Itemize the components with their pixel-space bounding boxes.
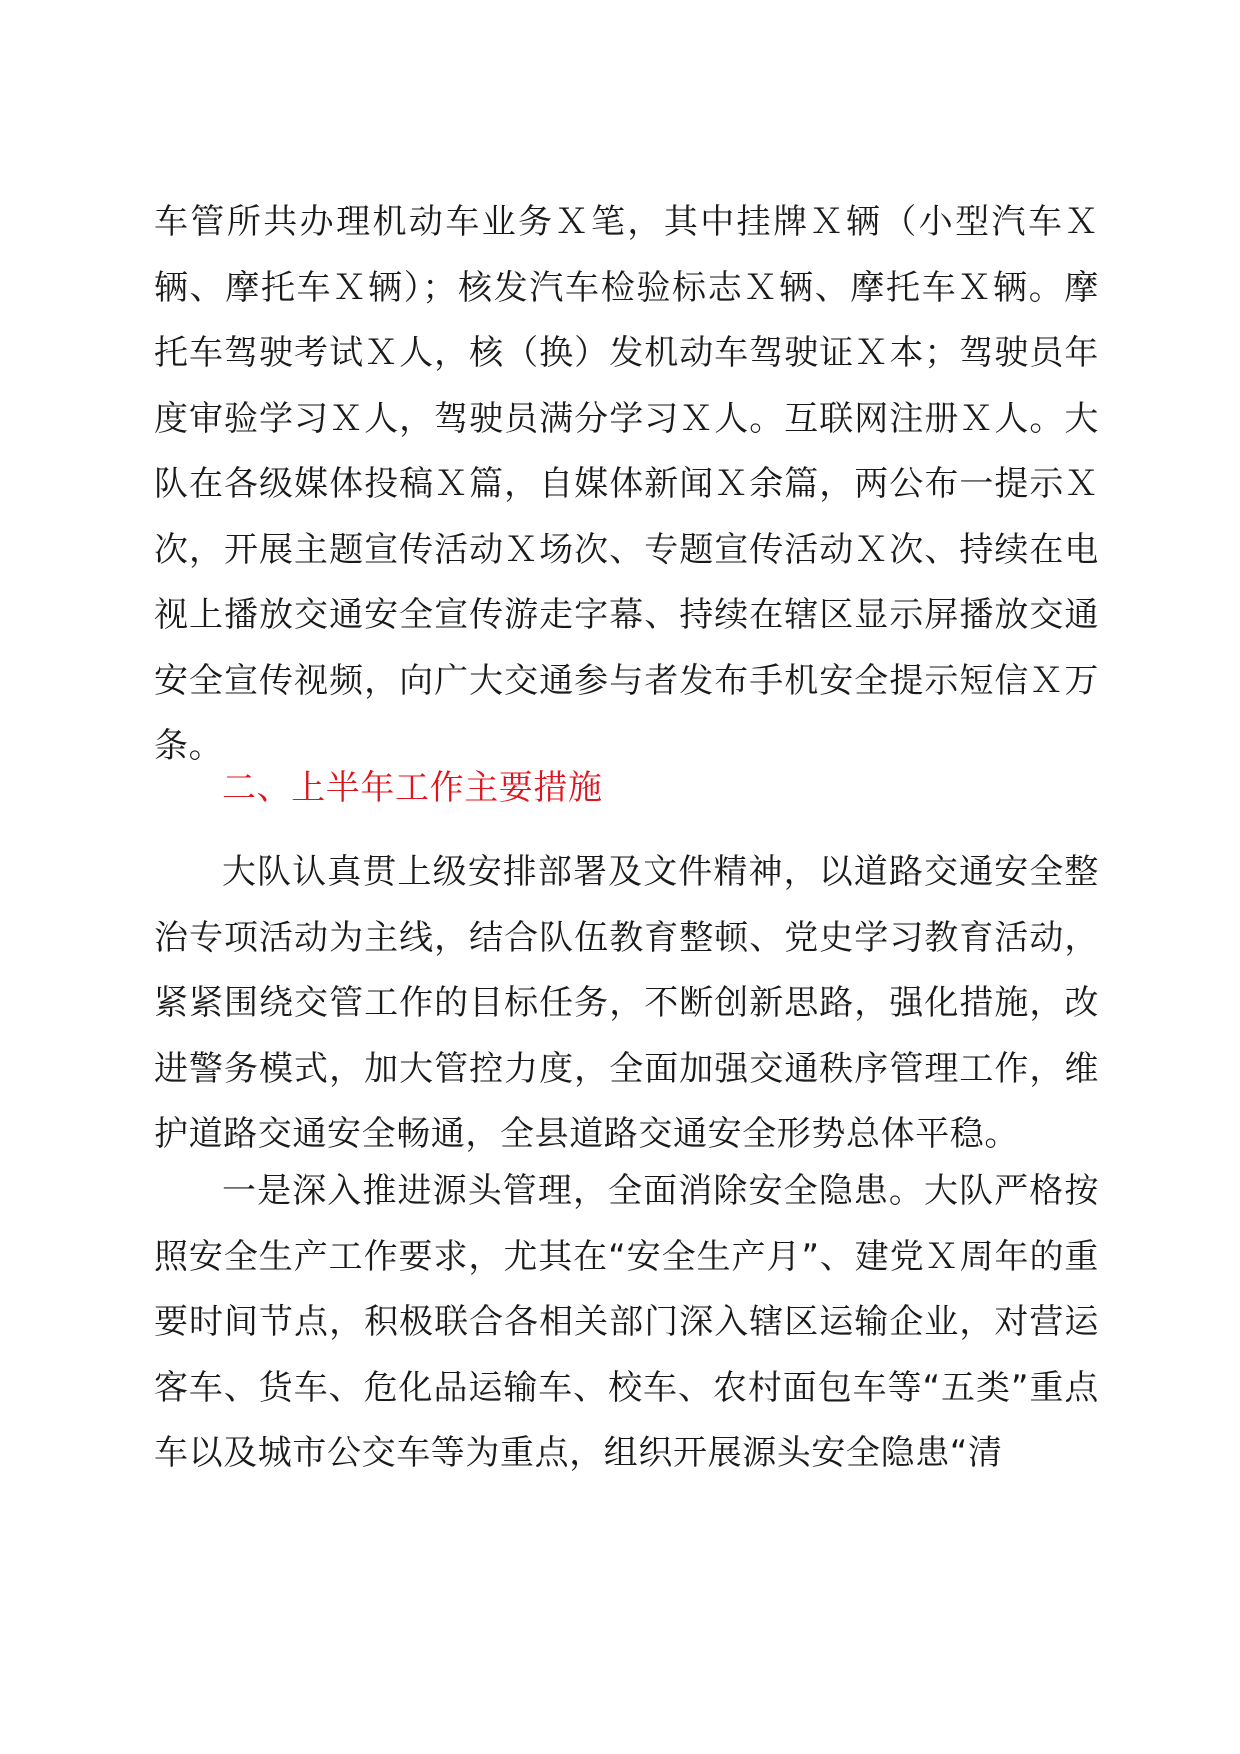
section-heading: 二、上半年工作主要措施 [222,768,603,808]
paragraph-vehicle-statistics [154,190,1099,780]
paragraph-text: 大队认真贯上级安排部署及文件精神，以道路交通安全整治专项活动为主线，结合队伍教育整顿、党史学习教育活动，紧紧围绕交管工作的目标任务，不断创新思路，强化措施，改进警务模式，加大管控力度，全面加强交通秩序管理工作，维护道路交通安全畅通，全县道路交通安全形势总体平稳。 [154,852,1099,1154]
paragraph-text: 一是深入推进源头管理，全面消除安全隐患。大队严格按照安全生产工作要求，尤其在“安全生产月”、建党Ｘ周年的重要时间节点，积极联合各相关部门深入辖区运输企业，对营运客车、货车、危化品运输车、校车、农村面包车等“五类”重点车以及城市公交车等为重点，组织开展源头安全隐患“清 [154,1171,1099,1473]
paragraph-main-measures [154,840,1099,1168]
paragraph-text: 车管所共办理机动车业务Ｘ笔，其中挂牌Ｘ辆（小型汽车Ｘ辆、摩托车Ｘ辆）；核发汽车检验标志Ｘ辆、摩托车Ｘ辆。摩托车驾驶考试Ｘ人，核（换）发机动车驾驶证Ｘ本；驾驶员年度审验学习Ｘ人，驾驶员满分学习Ｘ人。互联网注册Ｘ人。大队在各级媒体投稿Ｘ篇，自媒体新闻Ｘ余篇，两公布一提示Ｘ次，开展主题宣传活动Ｘ场次、专题宣传活动Ｘ次、持续在电视上播放交通安全宣传游走字幕、持续在辖区显示屏播放交通安全宣传视频，向广大交通参与者发布手机安全提示短信Ｘ万条。 [154,202,1099,766]
paragraph-source-management [154,1159,1099,1487]
